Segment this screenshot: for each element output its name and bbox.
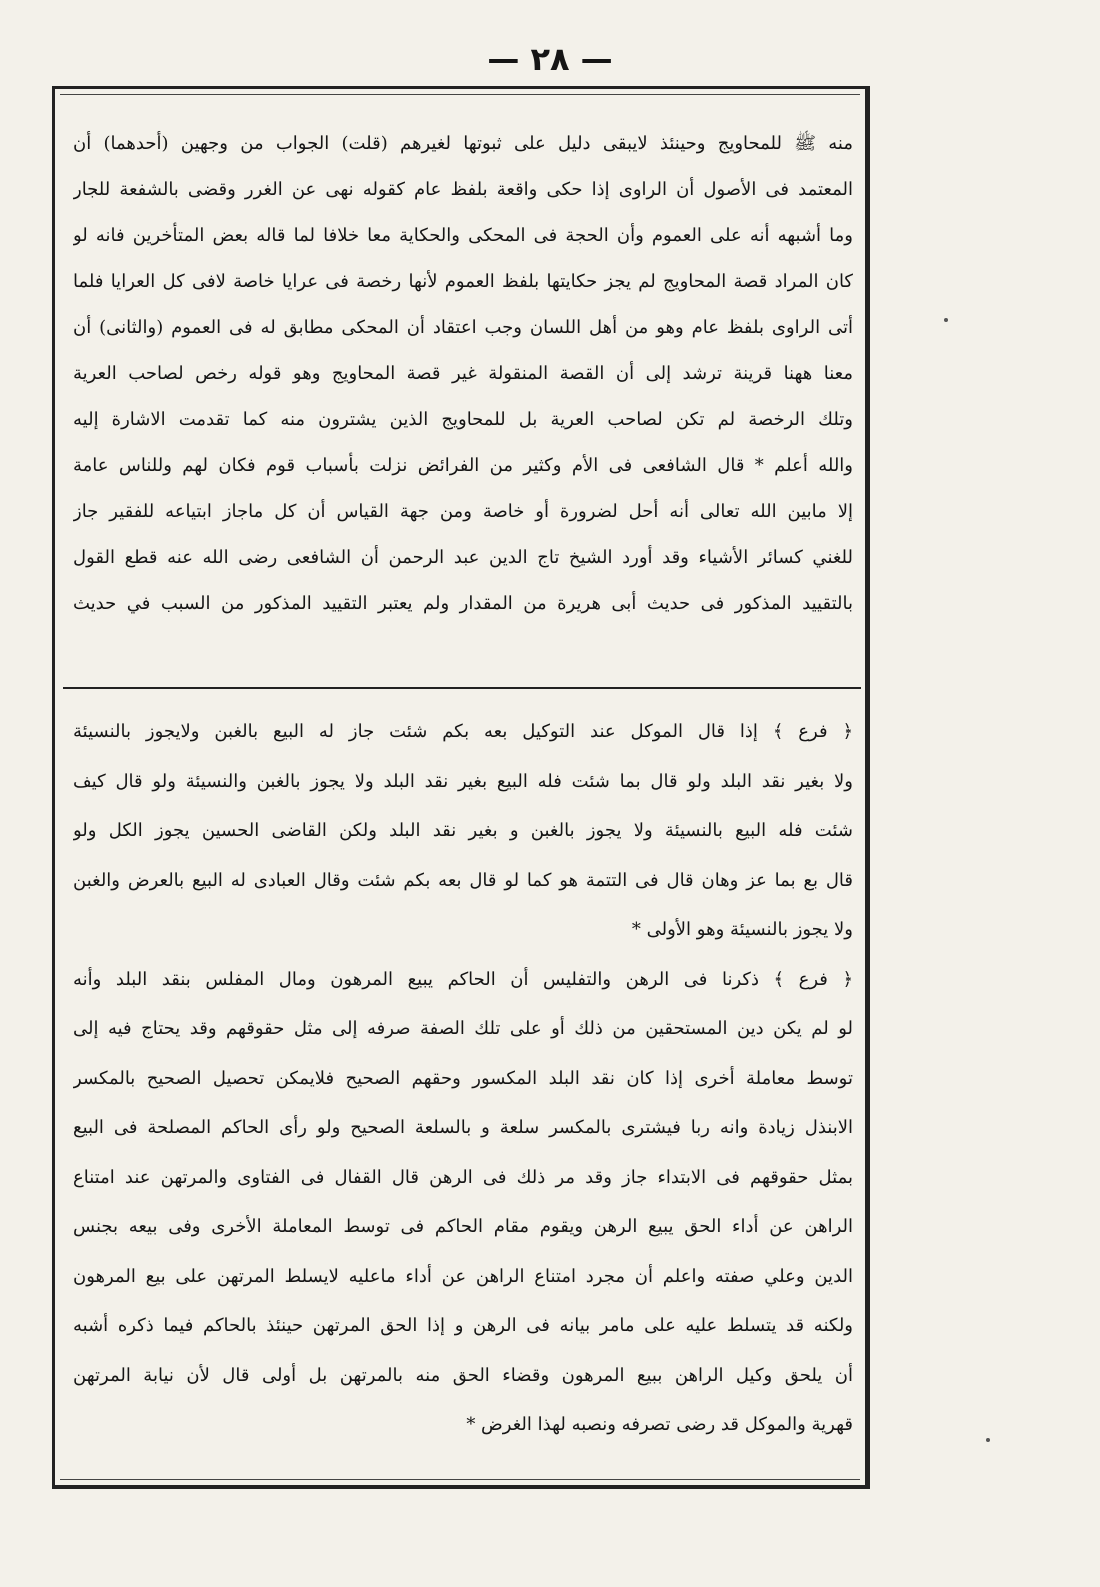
margin-speck [986,1438,990,1442]
notes-text [73,707,853,1450]
note-line: بمثل حقوقهم فى الابتداء جاز وقد مر ذلك فى الرهن قال القفال فى الفتاوى والمرتهن عند امتناع [73,1166,853,1188]
note-line: الابنذل زيادة وانه ربا فيشترى بالمكسر سلعة و بالسلعة الصحيح ولو رأى الحاكم المصلحة فى البيع [73,1117,853,1138]
main-line: منه ﷺ للمحاويج وحينئذ لايبقى دليل على ثبوتها لغيرهم (قلت) الجواب من وجهين (أحدهما) أن [73,133,853,154]
note-line: توسط معاملة أخرى إذا كان نقد البلد المكسور وحقهم الصحيح فلايمكن تحصيل الصحيح بالمكسر [73,1067,853,1089]
main-line: كان المراد قصة المحاويج لم يجز حكايتها بلفظ العموم لأنها رخصة فى عرايا خاصة لافى كل العرايا فلما [73,271,853,292]
note-line: شئت فله البيع بالنسيئة ولا يجوز بالغبن و بغير نقد البلد ولكن القاضى الحسين يجوز الكل ولو [73,820,853,841]
main-line: أتى الراوى بلفظ عام وهو من أهل اللسان وجب اعتقاد أن المحكى مطابق له فى العموم (والثانى) أن [73,317,853,338]
main-line: معنا ههنا قرينة ترشد إلى أن القصة المنقولة غير قصة المحاويج وهو قوله رخص لصاحب العرية [73,363,853,384]
main-line: وما أشبهه أنه على العموم وأن الحجة فى المحكى والحكاية معا خلافا لما قاله بعض المتأخرين فانه لو [73,225,853,246]
note-line: ﴿ فرع ﴾ ذكرنا فى الرهن والتفليس أن الحاكم يبيع المرهون ومال المفلس بنقد البلد وأنه [73,968,853,990]
section-divider [63,687,861,689]
note-line: قهرية والموكل قد رضى تصرفه ونصبه لهذا الغرض * [466,1414,853,1435]
text-frame [52,86,870,1489]
margin-speck [944,318,948,322]
main-line: للغني كسائر الأشياء وقد أورد الشيخ تاج الدين عبد الرحمن أن الشافعى رضى الله عنه قطع القول [73,547,853,568]
note-line: ﴿ فرع ﴾ إذا قال الموكل عند التوكيل بعه بكم شئت جاز له البيع بالغبن ولايجوز بالنسيئة [73,721,853,742]
main-line: وتلك الرخصة لم تكن لصاحب العرية بل للمحاويج الذين يشترون منه كما تقدمت الاشارة إليه [73,409,853,430]
note-line: الراهن عن أداء الحق يبيع الرهن ويقوم مقام الحاكم فى توسط المعاملة الأخرى وفى بيعه بجنس [73,1216,853,1237]
note-line: قال بع بما عز وهان قال فى التتمة هو كما لو قال بعه بكم شئت وقال العبادى له البيع بالعرض والغبن [73,869,853,891]
page-number: — ٢٨ — [487,40,613,78]
note-line: ولا يجوز بالنسيئة وهو الأولى * [631,919,853,940]
main-line: بالتقييد المذكور فى حديث أبى هريرة من المقدار ولم يعتبر التقييد المذكور من السبب في حديث [73,593,853,614]
note-line: الدين وعلي صفته واعلم أن مجرد امتناع الراهن عن أداء ماعليه لايسلط المرتهن على بيع المرهون [73,1265,853,1287]
note-line: ولا بغير نقد البلد ولو قال بما شئت فله البيع بغير نقد البلد ولا يجوز بالغبن والنسيئة ولو قال كيف [73,770,853,792]
note-line: ولكنه قد يتسلط عليه على مامر بيانه فى الرهن و إذا الحق المرتهن حينئذ بالحاكم فيما ذكره أشبه [73,1315,853,1336]
main-line: إلا مابين الله تعالى أنه أحل لضرورة أو خاصة ومن جهة القياس أن كل ماجاز ابتياعه للفقير جاز [73,501,853,522]
main-text [73,121,853,627]
main-line: والله أعلم * قال الشافعى فى الأم وكثير من الفرائض نزلت بأسباب قوم فكان لهم وللناس عامة [73,455,853,476]
note-line: لو لم يكن دين المستحقين من ذلك أو على تلك الصفة صرفه إلى مثل حقوقهم وقد يحتاج فيه إلى [73,1018,853,1039]
main-line: المعتمد فى الأصول أن الراوى إذا حكى واقعة بلفظ عام كقوله نهى عن الغرر وقضى بالشفعة للجار [73,179,853,200]
note-line: أن يلحق وكيل الراهن ببيع المرهون وقضاء الحق منه بالمرتهن بل أولى قال لأن نيابة المرتهن [73,1364,853,1386]
